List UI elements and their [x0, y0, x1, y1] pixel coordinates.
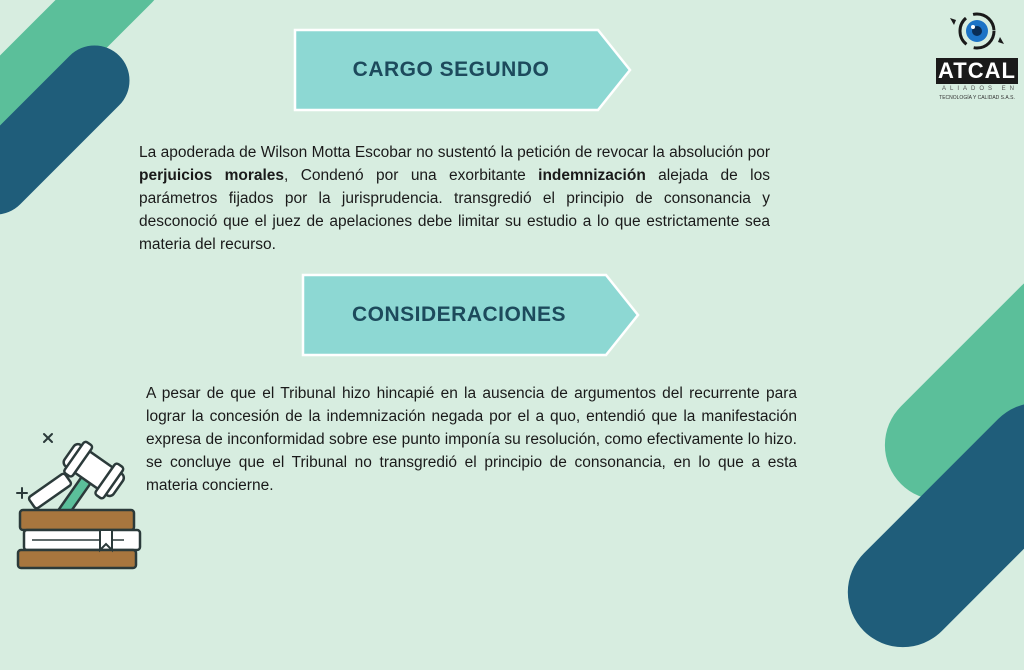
- cargo-segundo-paragraph: [139, 141, 770, 256]
- logo-subtitle: TECNOLOGÍA Y CALIDAD S.A.S.: [939, 95, 1015, 101]
- paragraph-text: La apoderada de Wilson Motta Escobar no sustentó la petición de revocar la absolución por: [139, 144, 770, 161]
- eye-logo-icon: [934, 6, 1020, 60]
- logo-wordmark: ATCAL: [936, 58, 1018, 84]
- banner-title: CONSIDERACIONES: [351, 303, 567, 326]
- paragraph-text: A pesar de que el Tribunal hizo hincapié en la ausencia de argumentos del recurrente para lograr la concesión de la indemnización negada por el a quo, entendió que la manifestación expresa de inconformidad sobre ese punto imponía su resolución, como efectivamente lo hizo. se concluye que el Tribunal no transgredió el principio de consonancia, en lo que a esta materia concierne.: [146, 385, 797, 494]
- consideraciones-paragraph: [146, 382, 797, 497]
- cargo-segundo-banner: [292, 27, 634, 113]
- paragraph-text: alejada de los parámetros fijados por la jurisprudencia. transgredió el principio de consonancia y desconoció que el juez de apelaciones debe limitar su estudio a lo que estrictamente sea materia del recurso.: [139, 167, 770, 253]
- consideraciones-banner: [300, 272, 642, 358]
- paragraph-bold-term: indemnización: [538, 167, 646, 184]
- paragraph-text: , Condenó por una exorbitante: [284, 167, 539, 184]
- banner-title: CARGO SEGUNDO: [352, 58, 550, 81]
- paragraph-bold-term: perjuicios morales: [139, 167, 285, 184]
- gavel-books-icon: [14, 424, 142, 570]
- logo-tagline: ALIADOS EN: [941, 86, 1018, 92]
- atcal-logo: [934, 6, 1020, 110]
